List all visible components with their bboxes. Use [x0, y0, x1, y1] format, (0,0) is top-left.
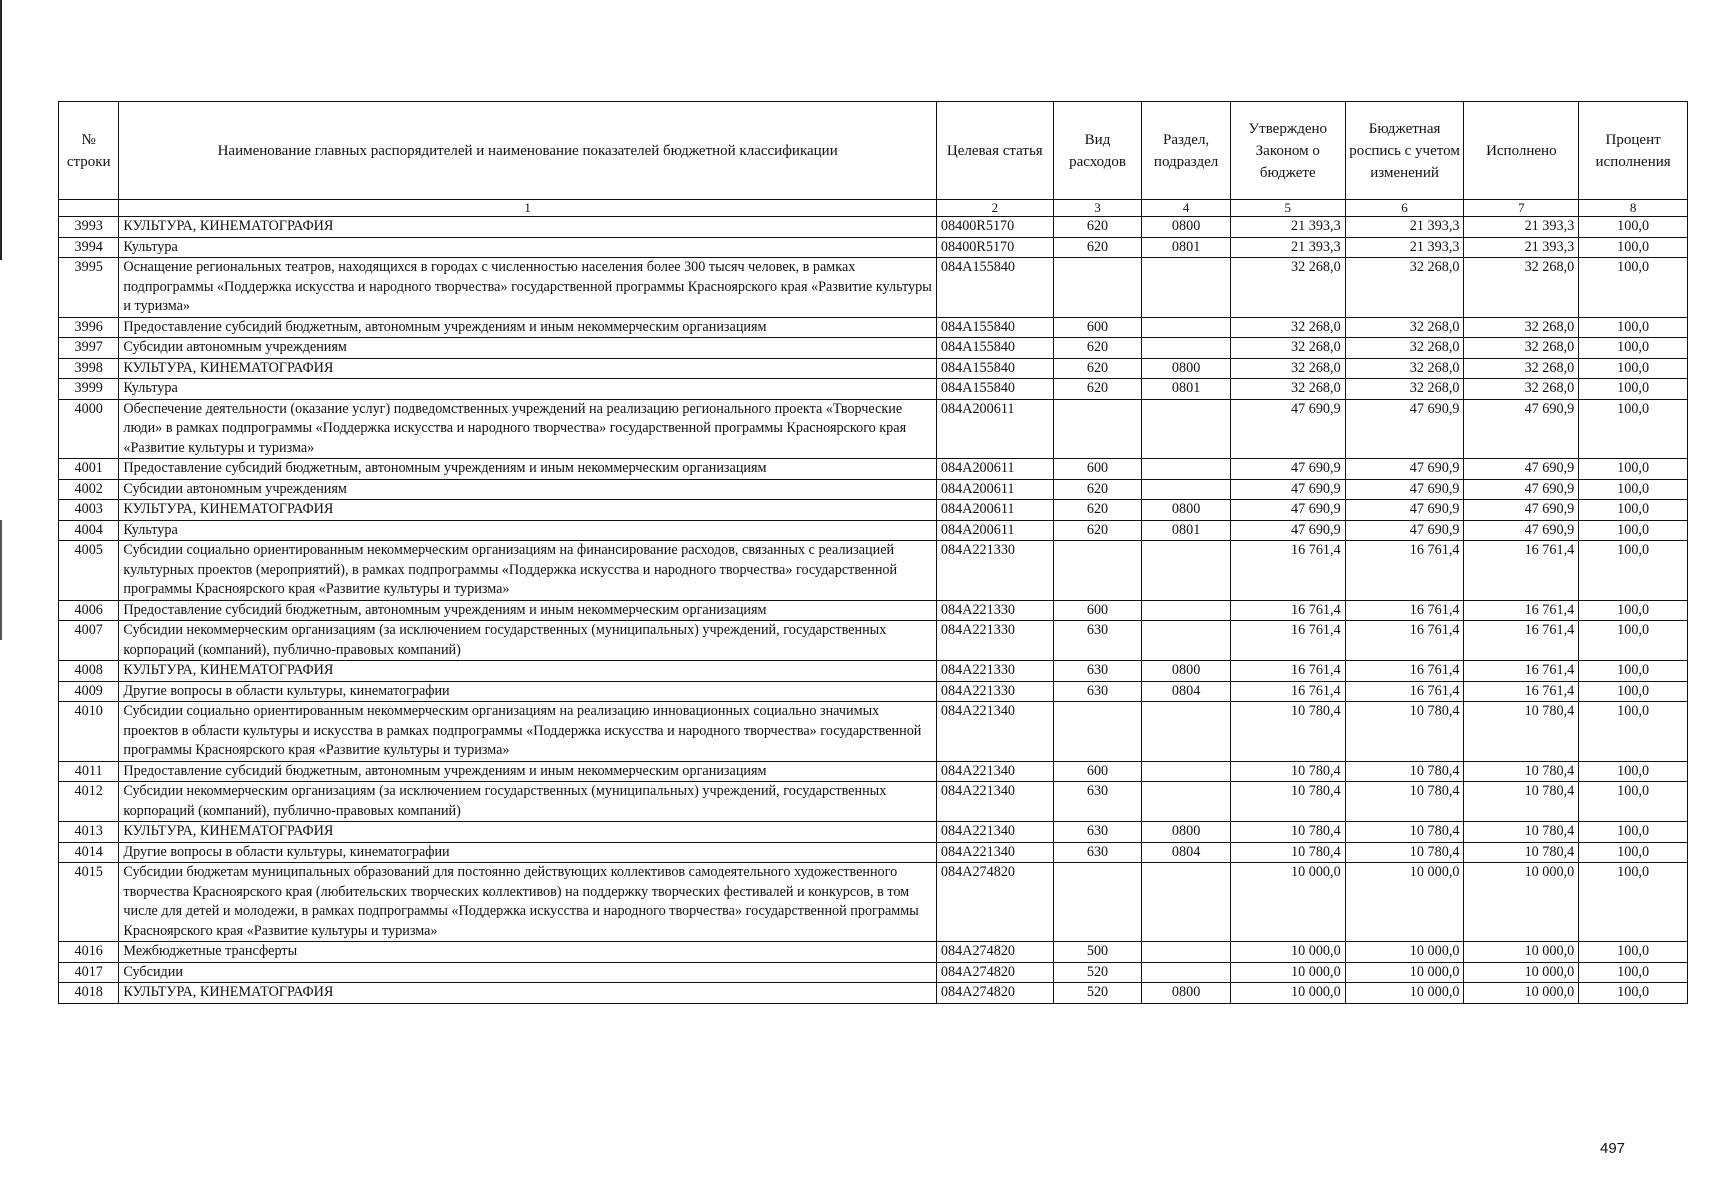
approved-amount-cell: 21 393,3 [1230, 237, 1345, 258]
row-name-cell: КУЛЬТУРА, КИНЕМАТОГРАФИЯ [119, 500, 937, 521]
row-number-cell: 4014 [59, 842, 119, 863]
schedule-amount-cell: 16 761,4 [1345, 621, 1464, 661]
schedule-amount-cell: 47 690,9 [1345, 479, 1464, 500]
target-article-cell: 084A155840 [936, 258, 1053, 318]
row-name-cell: Субсидии бюджетам муниципальных образований для постоянно действующих коллективов самодеятельного художественного творчества Красноярского края (любительских творческих коллективов) на поддержку творческих фестивалей и конкурсов, в том числе для детей и молодежи, в рамках подпрограммы «Поддержка искусства и народного творчества» государственной программы Красноярского края «Развитие культуры и туризма» [119, 863, 937, 942]
table-row [59, 822, 1688, 843]
approved-amount-cell: 10 000,0 [1230, 962, 1345, 983]
expense-type-cell: 600 [1053, 459, 1142, 480]
row-number-cell: 4007 [59, 621, 119, 661]
row-name-cell: Межбюджетные трансферты [119, 942, 937, 963]
table-row [59, 621, 1688, 661]
table-row [59, 338, 1688, 359]
section-cell: 0800 [1142, 661, 1231, 682]
executed-amount-cell: 16 761,4 [1464, 681, 1579, 702]
percent-cell: 100,0 [1579, 237, 1688, 258]
approved-amount-cell: 10 780,4 [1230, 702, 1345, 762]
row-name-cell: КУЛЬТУРА, КИНЕМАТОГРАФИЯ [119, 822, 937, 843]
row-number-cell: 3997 [59, 338, 119, 359]
approved-amount-cell: 32 268,0 [1230, 338, 1345, 359]
target-article-cell: 084A221330 [936, 661, 1053, 682]
target-article-cell: 084A200611 [936, 479, 1053, 500]
target-article-cell: 084A221340 [936, 822, 1053, 843]
row-number-cell: 4018 [59, 983, 119, 1004]
expense-type-cell: 600 [1053, 600, 1142, 621]
executed-amount-cell: 10 000,0 [1464, 962, 1579, 983]
section-cell [1142, 459, 1231, 480]
table-row [59, 520, 1688, 541]
table-row [59, 379, 1688, 400]
expense-type-cell [1053, 702, 1142, 762]
percent-cell: 100,0 [1579, 661, 1688, 682]
row-name-cell: Предоставление субсидий бюджетным, автономным учреждениям и иным некоммерческим организациям [119, 459, 937, 480]
header-section: Раздел, подраздел [1142, 102, 1231, 200]
percent-cell: 100,0 [1579, 317, 1688, 338]
expense-type-cell: 620 [1053, 500, 1142, 521]
percent-cell: 100,0 [1579, 379, 1688, 400]
schedule-amount-cell: 10 780,4 [1345, 822, 1464, 843]
expense-type-cell: 630 [1053, 782, 1142, 822]
expense-type-cell: 620 [1053, 237, 1142, 258]
header-row [59, 102, 1688, 200]
row-name-cell: Обеспечение деятельности (оказание услуг) подведомственных учреждений на реализацию регионального проекта «Творческие люди» в рамках подпрограммы «Поддержка искусства и народного творчества» государственной программы Красноярского края «Развитие культуры и туризма» [119, 399, 937, 459]
section-cell: 0800 [1142, 983, 1231, 1004]
target-article-cell: 08400R5170 [936, 237, 1053, 258]
executed-amount-cell: 47 690,9 [1464, 479, 1579, 500]
section-cell [1142, 541, 1231, 601]
expense-type-cell [1053, 863, 1142, 942]
table-row [59, 863, 1688, 942]
target-article-cell: 084A155840 [936, 379, 1053, 400]
executed-amount-cell: 10 000,0 [1464, 942, 1579, 963]
table-row [59, 761, 1688, 782]
target-article-cell: 084A155840 [936, 338, 1053, 359]
approved-amount-cell: 32 268,0 [1230, 358, 1345, 379]
expense-type-cell: 620 [1053, 520, 1142, 541]
row-number-cell: 4008 [59, 661, 119, 682]
expense-type-cell: 600 [1053, 761, 1142, 782]
table-row [59, 541, 1688, 601]
page-number: 497 [1600, 1140, 1626, 1157]
section-cell [1142, 942, 1231, 963]
target-article-cell: 084A274820 [936, 962, 1053, 983]
percent-cell: 100,0 [1579, 358, 1688, 379]
row-name-cell: КУЛЬТУРА, КИНЕМАТОГРАФИЯ [119, 217, 937, 238]
row-name-cell: Субсидии [119, 962, 937, 983]
expense-type-cell: 520 [1053, 983, 1142, 1004]
expense-type-cell: 620 [1053, 479, 1142, 500]
percent-cell: 100,0 [1579, 942, 1688, 963]
section-cell [1142, 962, 1231, 983]
schedule-amount-cell: 10 000,0 [1345, 863, 1464, 942]
table-row [59, 962, 1688, 983]
schedule-amount-cell: 32 268,0 [1345, 358, 1464, 379]
target-article-cell: 08400R5170 [936, 217, 1053, 238]
row-number-cell: 4011 [59, 761, 119, 782]
approved-amount-cell: 47 690,9 [1230, 520, 1345, 541]
row-number-cell: 4010 [59, 702, 119, 762]
row-number-cell: 4006 [59, 600, 119, 621]
expense-type-cell [1053, 258, 1142, 318]
table-row [59, 258, 1688, 318]
schedule-amount-cell: 47 690,9 [1345, 459, 1464, 480]
section-cell [1142, 317, 1231, 338]
percent-cell: 100,0 [1579, 500, 1688, 521]
section-cell [1142, 600, 1231, 621]
percent-cell: 100,0 [1579, 459, 1688, 480]
executed-amount-cell: 32 268,0 [1464, 379, 1579, 400]
approved-amount-cell: 32 268,0 [1230, 258, 1345, 318]
schedule-amount-cell: 47 690,9 [1345, 520, 1464, 541]
header-approved: Утверждено Законом о бюджете [1230, 102, 1345, 200]
executed-amount-cell: 16 761,4 [1464, 621, 1579, 661]
table-row [59, 983, 1688, 1004]
schedule-amount-cell: 10 780,4 [1345, 761, 1464, 782]
section-cell: 0804 [1142, 681, 1231, 702]
executed-amount-cell: 32 268,0 [1464, 358, 1579, 379]
target-article-cell: 084A221340 [936, 761, 1053, 782]
percent-cell: 100,0 [1579, 842, 1688, 863]
row-name-cell: Культура [119, 379, 937, 400]
row-name-cell: Предоставление субсидий бюджетным, автономным учреждениям и иным некоммерческим организациям [119, 600, 937, 621]
approved-amount-cell: 10 780,4 [1230, 782, 1345, 822]
table-row [59, 459, 1688, 480]
expense-type-cell: 600 [1053, 317, 1142, 338]
row-name-cell: Субсидии социально ориентированным некоммерческим организациям на финансирование расходов, связанных с реализацией культурных проектов (мероприятий), в рамках подпрограммы «Поддержка искусства и народного творчества» государственной программы Красноярского края «Развитие культуры и туризма» [119, 541, 937, 601]
section-cell [1142, 338, 1231, 359]
executed-amount-cell: 21 393,3 [1464, 217, 1579, 238]
column-number [59, 200, 119, 217]
approved-amount-cell: 21 393,3 [1230, 217, 1345, 238]
header-percent: Процент исполнения [1579, 102, 1688, 200]
row-name-cell: Субсидии автономным учреждениям [119, 338, 937, 359]
schedule-amount-cell: 16 761,4 [1345, 600, 1464, 621]
row-number-cell: 4015 [59, 863, 119, 942]
executed-amount-cell: 32 268,0 [1464, 258, 1579, 318]
section-cell [1142, 702, 1231, 762]
table-row [59, 399, 1688, 459]
column-number: 7 [1464, 200, 1579, 217]
schedule-amount-cell: 47 690,9 [1345, 399, 1464, 459]
table-row [59, 661, 1688, 682]
header-target-article: Целевая статья [936, 102, 1053, 200]
expense-type-cell: 520 [1053, 962, 1142, 983]
executed-amount-cell: 21 393,3 [1464, 237, 1579, 258]
target-article-cell: 084A221330 [936, 621, 1053, 661]
percent-cell: 100,0 [1579, 761, 1688, 782]
approved-amount-cell: 10 780,4 [1230, 761, 1345, 782]
executed-amount-cell: 16 761,4 [1464, 661, 1579, 682]
row-number-cell: 4017 [59, 962, 119, 983]
schedule-amount-cell: 10 000,0 [1345, 962, 1464, 983]
target-article-cell: 084A274820 [936, 942, 1053, 963]
row-name-cell: Субсидии автономным учреждениям [119, 479, 937, 500]
percent-cell: 100,0 [1579, 217, 1688, 238]
percent-cell: 100,0 [1579, 479, 1688, 500]
target-article-cell: 084A221340 [936, 702, 1053, 762]
column-number: 5 [1230, 200, 1345, 217]
expense-type-cell: 620 [1053, 217, 1142, 238]
header-budget-schedule: Бюджетная роспись с учетом изменений [1345, 102, 1464, 200]
table-row [59, 317, 1688, 338]
table-row [59, 681, 1688, 702]
percent-cell: 100,0 [1579, 822, 1688, 843]
percent-cell: 100,0 [1579, 600, 1688, 621]
section-cell: 0801 [1142, 520, 1231, 541]
section-cell: 0801 [1142, 379, 1231, 400]
approved-amount-cell: 10 780,4 [1230, 822, 1345, 843]
row-name-cell: Оснащение региональных театров, находящихся в городах с численностью населения более 300 тысяч человек, в рамках подпрограммы «Поддержка искусства и народного творчества» государственной программы Красноярского края «Развитие культуры и туризма» [119, 258, 937, 318]
schedule-amount-cell: 21 393,3 [1345, 237, 1464, 258]
expense-type-cell: 630 [1053, 681, 1142, 702]
target-article-cell: 084A274820 [936, 863, 1053, 942]
percent-cell: 100,0 [1579, 399, 1688, 459]
row-name-cell: Культура [119, 520, 937, 541]
header-expense-type: Вид расходов [1053, 102, 1142, 200]
row-number-cell: 4012 [59, 782, 119, 822]
schedule-amount-cell: 10 780,4 [1345, 782, 1464, 822]
schedule-amount-cell: 32 268,0 [1345, 258, 1464, 318]
section-cell: 0800 [1142, 822, 1231, 843]
executed-amount-cell: 10 780,4 [1464, 782, 1579, 822]
expense-type-cell: 620 [1053, 358, 1142, 379]
column-number: 1 [119, 200, 937, 217]
approved-amount-cell: 47 690,9 [1230, 399, 1345, 459]
table-row [59, 782, 1688, 822]
executed-amount-cell: 16 761,4 [1464, 600, 1579, 621]
schedule-amount-cell: 16 761,4 [1345, 681, 1464, 702]
table-row [59, 217, 1688, 238]
target-article-cell: 084A221330 [936, 541, 1053, 601]
schedule-amount-cell: 10 780,4 [1345, 702, 1464, 762]
section-cell [1142, 863, 1231, 942]
target-article-cell: 084A155840 [936, 358, 1053, 379]
approved-amount-cell: 16 761,4 [1230, 600, 1345, 621]
row-number-cell: 4001 [59, 459, 119, 480]
executed-amount-cell: 10 780,4 [1464, 822, 1579, 843]
approved-amount-cell: 10 000,0 [1230, 983, 1345, 1004]
approved-amount-cell: 47 690,9 [1230, 459, 1345, 480]
table-row [59, 237, 1688, 258]
row-name-cell: Другие вопросы в области культуры, кинематографии [119, 842, 937, 863]
section-cell [1142, 621, 1231, 661]
percent-cell: 100,0 [1579, 541, 1688, 601]
executed-amount-cell: 10 780,4 [1464, 702, 1579, 762]
row-number-cell: 4004 [59, 520, 119, 541]
row-name-cell: КУЛЬТУРА, КИНЕМАТОГРАФИЯ [119, 661, 937, 682]
expense-type-cell [1053, 541, 1142, 601]
column-number: 8 [1579, 200, 1688, 217]
table-body [59, 217, 1688, 1004]
target-article-cell: 084A221330 [936, 600, 1053, 621]
executed-amount-cell: 16 761,4 [1464, 541, 1579, 601]
executed-amount-cell: 32 268,0 [1464, 317, 1579, 338]
row-number-cell: 3995 [59, 258, 119, 318]
budget-execution-table [58, 101, 1688, 1004]
executed-amount-cell: 10 000,0 [1464, 983, 1579, 1004]
percent-cell: 100,0 [1579, 782, 1688, 822]
approved-amount-cell: 32 268,0 [1230, 379, 1345, 400]
approved-amount-cell: 16 761,4 [1230, 681, 1345, 702]
expense-type-cell: 630 [1053, 822, 1142, 843]
target-article-cell: 084A221340 [936, 842, 1053, 863]
approved-amount-cell: 16 761,4 [1230, 621, 1345, 661]
row-number-cell: 4005 [59, 541, 119, 601]
header-name: Наименование главных распорядителей и наименование показателей бюджетной классификации [119, 102, 937, 200]
column-number: 3 [1053, 200, 1142, 217]
table-row [59, 842, 1688, 863]
percent-cell: 100,0 [1579, 702, 1688, 762]
row-number-cell: 4016 [59, 942, 119, 963]
table-row [59, 600, 1688, 621]
table-row [59, 358, 1688, 379]
target-article-cell: 084A200611 [936, 520, 1053, 541]
row-name-cell: Субсидии социально ориентированным некоммерческим организациям на реализацию инновационных социально значимых проектов в области культуры и искусства в рамках подпрограммы «Поддержка искусства и народного творчества» государственной программы Красноярского края «Развитие культуры и туризма» [119, 702, 937, 762]
row-name-cell: Предоставление субсидий бюджетным, автономным учреждениям и иным некоммерческим организациям [119, 317, 937, 338]
column-number: 6 [1345, 200, 1464, 217]
row-number-cell: 4002 [59, 479, 119, 500]
percent-cell: 100,0 [1579, 258, 1688, 318]
table-row [59, 942, 1688, 963]
executed-amount-cell: 10 780,4 [1464, 761, 1579, 782]
expense-type-cell: 620 [1053, 379, 1142, 400]
schedule-amount-cell: 10 000,0 [1345, 942, 1464, 963]
target-article-cell: 084A200611 [936, 459, 1053, 480]
row-number-cell: 4000 [59, 399, 119, 459]
approved-amount-cell: 16 761,4 [1230, 661, 1345, 682]
row-name-cell: Субсидии некоммерческим организациям (за исключением государственных (муниципальных) учреждений, государственных корпораций (компаний), публично-правовых компаний) [119, 621, 937, 661]
expense-type-cell: 500 [1053, 942, 1142, 963]
percent-cell: 100,0 [1579, 520, 1688, 541]
percent-cell: 100,0 [1579, 621, 1688, 661]
table-row [59, 702, 1688, 762]
row-name-cell: Другие вопросы в области культуры, кинематографии [119, 681, 937, 702]
schedule-amount-cell: 32 268,0 [1345, 317, 1464, 338]
schedule-amount-cell: 47 690,9 [1345, 500, 1464, 521]
section-cell [1142, 479, 1231, 500]
table-row [59, 479, 1688, 500]
row-number-cell: 3999 [59, 379, 119, 400]
executed-amount-cell: 10 780,4 [1464, 842, 1579, 863]
scan-edge-line [0, 520, 2, 640]
approved-amount-cell: 10 000,0 [1230, 863, 1345, 942]
approved-amount-cell: 47 690,9 [1230, 500, 1345, 521]
row-number-cell: 4003 [59, 500, 119, 521]
approved-amount-cell: 16 761,4 [1230, 541, 1345, 601]
scan-edge-line [0, 0, 2, 260]
row-name-cell: Культура [119, 237, 937, 258]
section-cell: 0801 [1142, 237, 1231, 258]
section-cell [1142, 258, 1231, 318]
row-number-cell: 3994 [59, 237, 119, 258]
schedule-amount-cell: 21 393,3 [1345, 217, 1464, 238]
row-name-cell: Предоставление субсидий бюджетным, автономным учреждениям и иным некоммерческим организациям [119, 761, 937, 782]
executed-amount-cell: 47 690,9 [1464, 459, 1579, 480]
executed-amount-cell: 47 690,9 [1464, 500, 1579, 521]
expense-type-cell: 630 [1053, 661, 1142, 682]
approved-amount-cell: 10 000,0 [1230, 942, 1345, 963]
target-article-cell: 084A200611 [936, 399, 1053, 459]
table-row [59, 500, 1688, 521]
section-cell: 0804 [1142, 842, 1231, 863]
executed-amount-cell: 10 000,0 [1464, 863, 1579, 942]
schedule-amount-cell: 10 780,4 [1345, 842, 1464, 863]
column-number: 2 [936, 200, 1053, 217]
section-cell [1142, 399, 1231, 459]
approved-amount-cell: 10 780,4 [1230, 842, 1345, 863]
section-cell: 0800 [1142, 500, 1231, 521]
schedule-amount-cell: 32 268,0 [1345, 379, 1464, 400]
percent-cell: 100,0 [1579, 962, 1688, 983]
percent-cell: 100,0 [1579, 681, 1688, 702]
target-article-cell: 084A274820 [936, 983, 1053, 1004]
approved-amount-cell: 32 268,0 [1230, 317, 1345, 338]
row-name-cell: Субсидии некоммерческим организациям (за исключением государственных (муниципальных) учреждений, государственных корпораций (компаний), публично-правовых компаний) [119, 782, 937, 822]
percent-cell: 100,0 [1579, 338, 1688, 359]
section-cell [1142, 782, 1231, 822]
percent-cell: 100,0 [1579, 983, 1688, 1004]
row-number-cell: 3996 [59, 317, 119, 338]
row-number-cell: 3993 [59, 217, 119, 238]
schedule-amount-cell: 16 761,4 [1345, 541, 1464, 601]
approved-amount-cell: 47 690,9 [1230, 479, 1345, 500]
section-cell: 0800 [1142, 217, 1231, 238]
row-name-cell: КУЛЬТУРА, КИНЕМАТОГРАФИЯ [119, 358, 937, 379]
target-article-cell: 084A200611 [936, 500, 1053, 521]
target-article-cell: 084A221340 [936, 782, 1053, 822]
percent-cell: 100,0 [1579, 863, 1688, 942]
row-number-cell: 3998 [59, 358, 119, 379]
header-executed: Исполнено [1464, 102, 1579, 200]
expense-type-cell: 630 [1053, 842, 1142, 863]
expense-type-cell [1053, 399, 1142, 459]
column-number-row [59, 200, 1688, 217]
executed-amount-cell: 47 690,9 [1464, 520, 1579, 541]
row-name-cell: КУЛЬТУРА, КИНЕМАТОГРАФИЯ [119, 983, 937, 1004]
expense-type-cell: 630 [1053, 621, 1142, 661]
target-article-cell: 084A155840 [936, 317, 1053, 338]
column-number: 4 [1142, 200, 1231, 217]
section-cell: 0800 [1142, 358, 1231, 379]
row-number-cell: 4009 [59, 681, 119, 702]
schedule-amount-cell: 32 268,0 [1345, 338, 1464, 359]
row-number-cell: 4013 [59, 822, 119, 843]
schedule-amount-cell: 16 761,4 [1345, 661, 1464, 682]
executed-amount-cell: 47 690,9 [1464, 399, 1579, 459]
target-article-cell: 084A221330 [936, 681, 1053, 702]
executed-amount-cell: 32 268,0 [1464, 338, 1579, 359]
expense-type-cell: 620 [1053, 338, 1142, 359]
section-cell [1142, 761, 1231, 782]
schedule-amount-cell: 10 000,0 [1345, 983, 1464, 1004]
header-row-no: № строки [59, 102, 119, 200]
